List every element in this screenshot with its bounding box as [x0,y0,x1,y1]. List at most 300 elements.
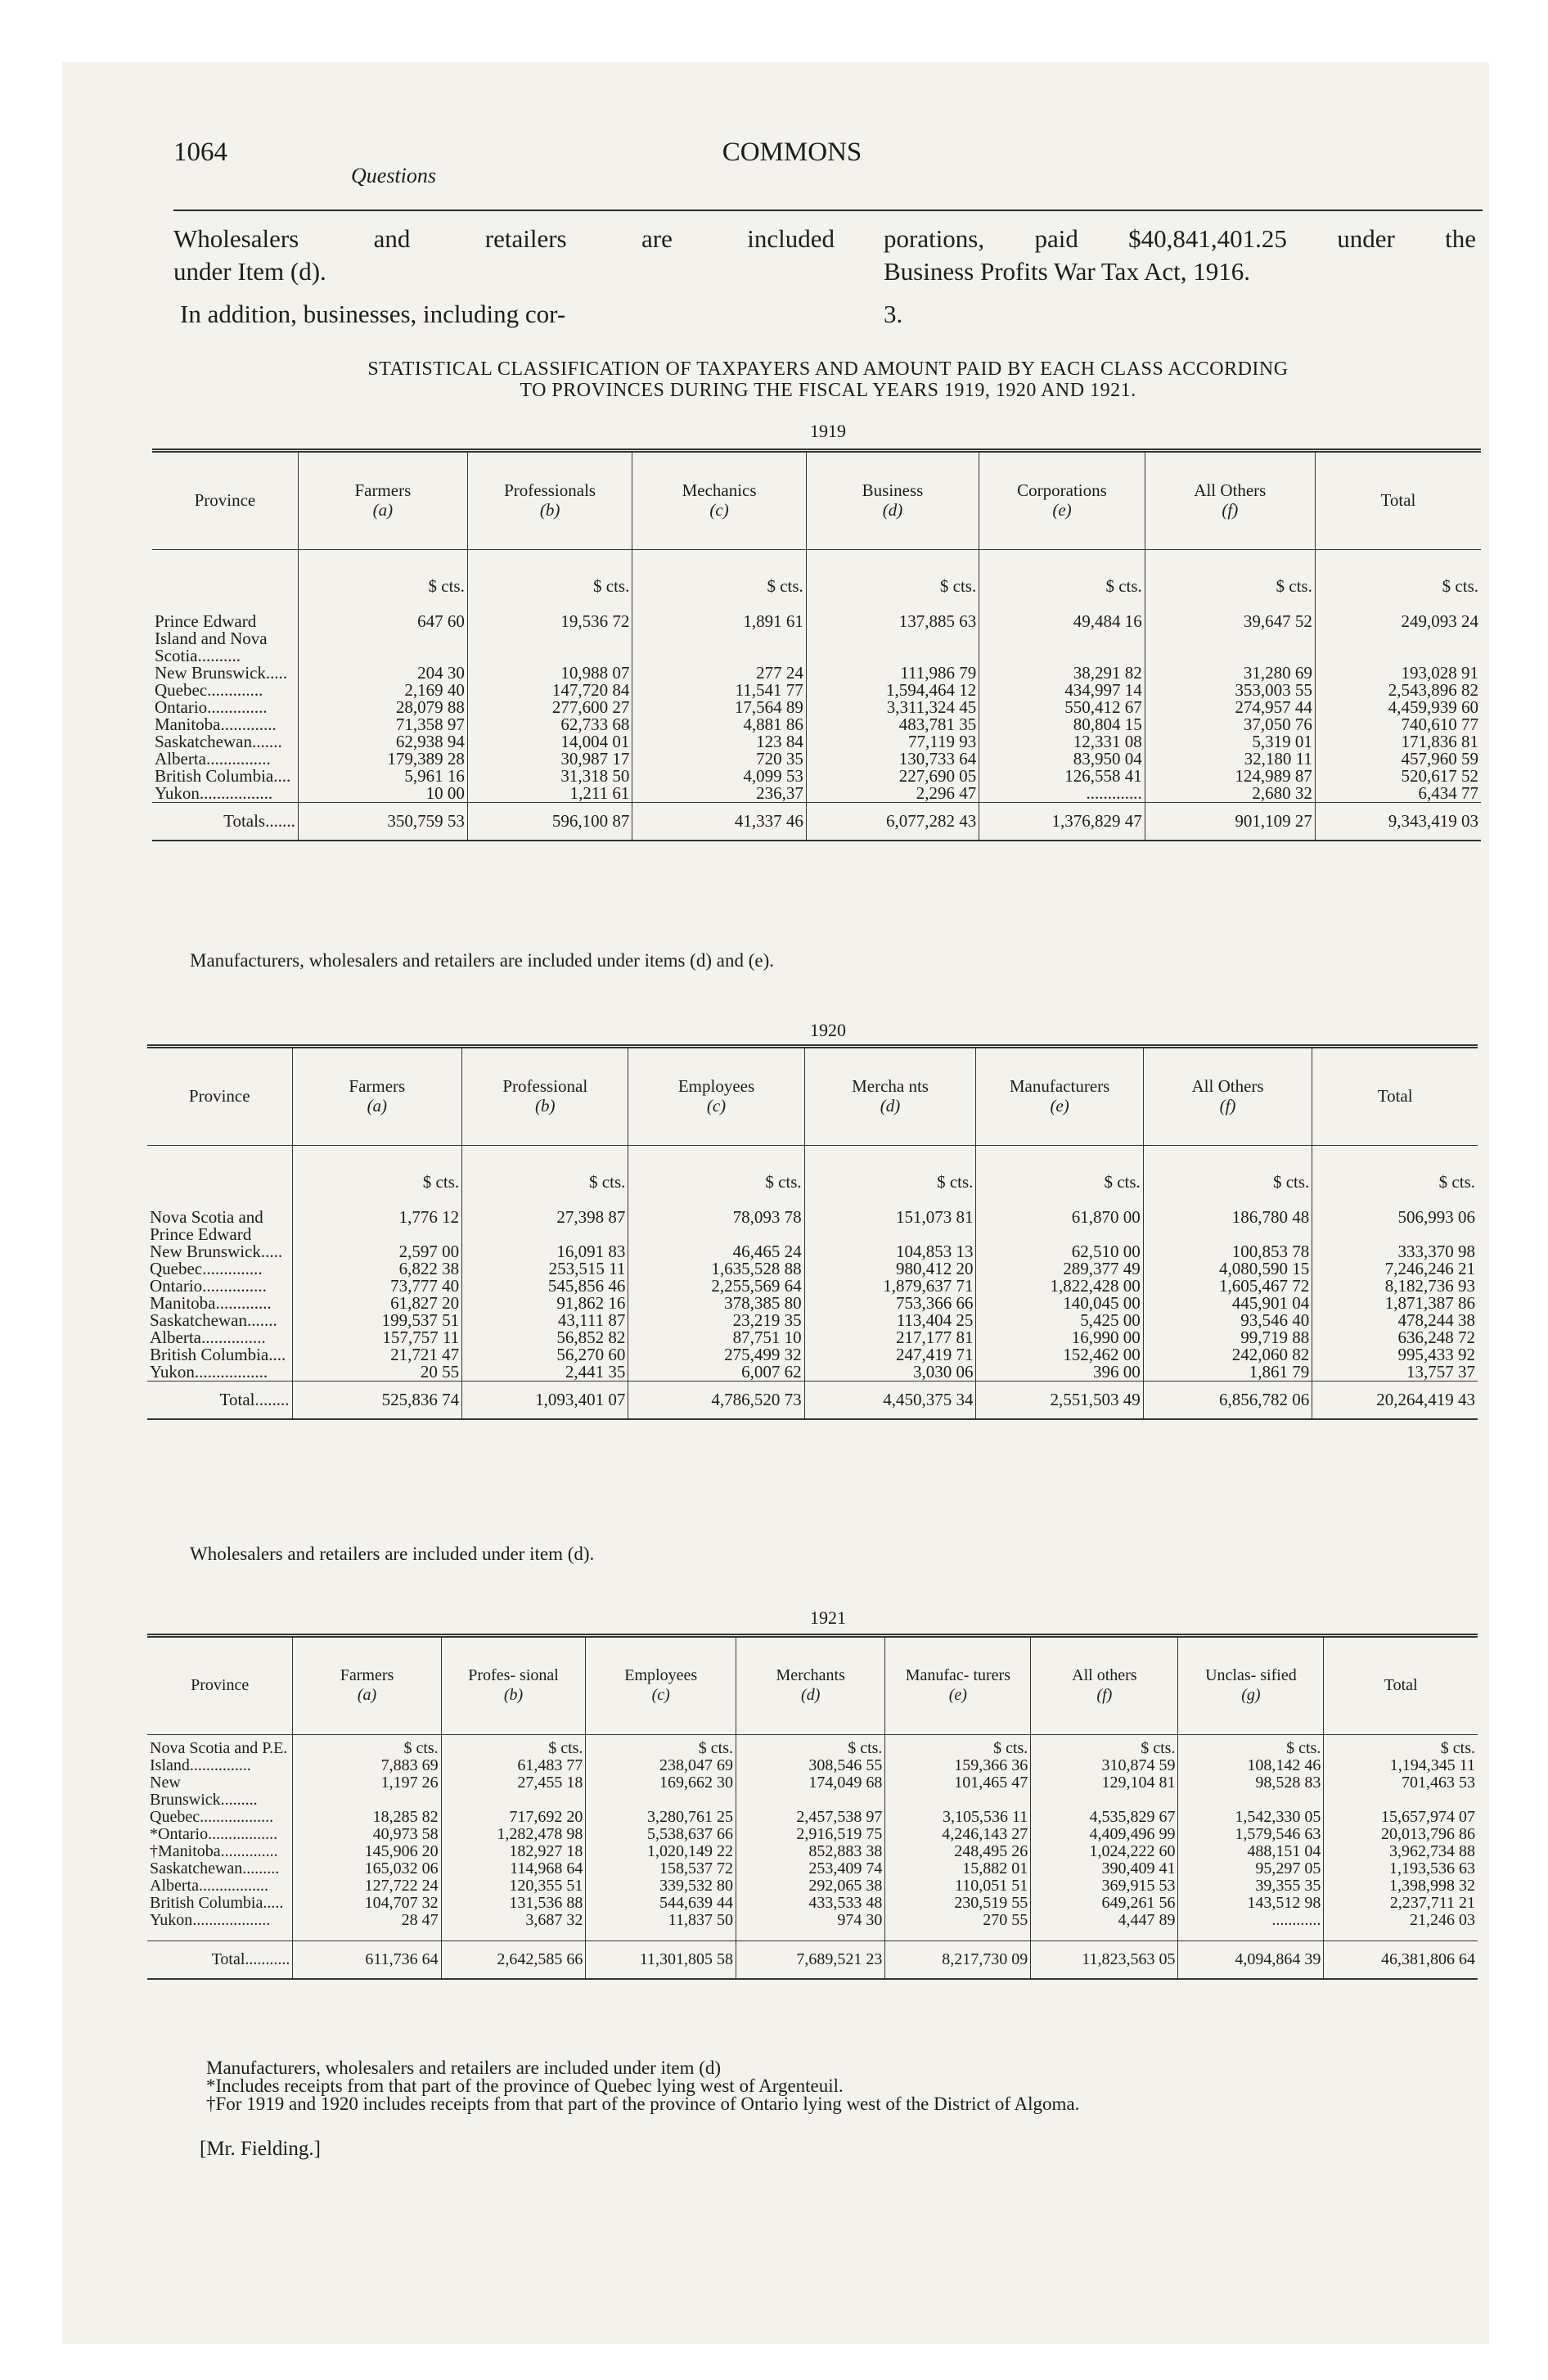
value-cell: 193,028 91 [1315,665,1481,682]
value-cell: 19,536 72 [467,613,632,665]
column-name: Merchants [776,1666,845,1684]
province-cell: Manitoba............. [155,714,277,734]
column-name: Employees [624,1666,698,1684]
value-cell: 147,720 84 [467,682,632,699]
column-name: Manufac- turers [905,1666,1010,1684]
value-cell: 16,990 00 [976,1329,1143,1346]
unit-cell: $ cts. [292,1146,462,1210]
page-number: 1064 [173,137,227,167]
province-cell: Yukon................. [155,783,273,803]
value-cell: 6,434 77 [1315,785,1481,803]
value-cell: 649,261 56 [1031,1895,1178,1912]
value-cell: 227,690 05 [806,768,979,785]
value-cell: 27,398 87 [462,1209,628,1243]
table-row [147,1209,1478,1243]
value-cell: 28,079 88 [298,699,467,716]
value-cell: 4,881 86 [632,716,806,733]
value-cell: 980,412 20 [804,1260,976,1278]
total-row [147,1941,1478,1980]
value-cell: 1,194,345 11 [1324,1757,1478,1774]
value-cell: 111,986 79 [806,665,979,682]
value-cell: 3,311,324 45 [806,699,979,716]
province-cell: New Brunswick..... [155,663,288,683]
value-cell: 1,861 79 [1143,1364,1312,1382]
value-cell: 27,455 18 [441,1774,586,1809]
value-cell: 247,419 71 [804,1346,976,1364]
total-cell: 2,642,585 66 [441,1941,586,1980]
note-1920: Wholesalers and retailers are included under item (d). [190,1544,595,1564]
value-cell: 100,853 78 [1143,1243,1312,1260]
value-cell: 236,37 [632,785,806,803]
province-cell: Yukon................. [150,1362,268,1382]
value-cell: 165,032 06 [293,1860,441,1877]
value-cell: 1,635,528 88 [628,1260,804,1278]
total-cell: 7,689,521 23 [736,1941,884,1980]
value-cell: 28 47 [293,1912,441,1941]
value-cell: 995,433 92 [1312,1346,1478,1364]
value-cell: 46,465 24 [628,1243,804,1260]
value-cell: 488,151 04 [1178,1843,1324,1860]
header-rule [173,210,1483,211]
value-cell: $ cts. [1324,1735,1478,1758]
province-cell: British Columbia.... [155,766,291,786]
value-cell: ............. [979,785,1145,803]
province-cell: †Manitoba.............. [150,1842,278,1860]
column-name: Province [188,1086,250,1106]
footnote: Manufacturers, wholesalers and retailers are included under item (d) [206,2058,722,2078]
value-cell: 1,542,330 05 [1178,1809,1324,1826]
value-cell: 159,366 36 [885,1757,1031,1774]
value-cell: 5,319 01 [1145,733,1315,751]
value-cell: 13,757 37 [1312,1364,1478,1382]
value-cell: 4,080,590 15 [1143,1260,1312,1278]
unit-cell [147,1146,292,1210]
value-cell: 333,370 98 [1312,1243,1478,1260]
column-letter: (b) [503,1686,524,1704]
total-cell: 20,264,419 43 [1312,1382,1478,1420]
intro-right [884,223,1476,331]
table-row [152,665,1481,682]
value-cell: 7,883 69 [293,1757,441,1774]
value-cell: 56,270 60 [462,1346,628,1364]
value-cell: 120,355 51 [441,1877,586,1895]
value-cell: 21,246 03 [1324,1912,1478,1941]
value-cell: 1,579,546 63 [1178,1826,1324,1843]
value-cell: 123 84 [632,733,806,751]
value-cell: 1,605,467 72 [1143,1278,1312,1295]
value-cell: 647 60 [298,613,467,665]
value-cell: 753,366 66 [804,1295,976,1312]
table-row [152,785,1481,803]
value-cell: 30,987 17 [467,751,632,768]
column-name: Total [1384,1676,1418,1694]
province-cell: Saskatchewan......... [150,1859,280,1877]
value-cell: 396 00 [976,1364,1143,1382]
column-letter: (e) [1052,500,1072,520]
value-cell: 152,462 00 [976,1346,1143,1364]
column-header [736,1636,884,1735]
value-cell: 174,049 68 [736,1774,884,1809]
table-1921 [147,1634,1478,1980]
value-cell: 2,457,538 97 [736,1809,884,1826]
title-line-2: TO PROVINCES DURING THE FISCAL YEARS 1919, 1920 AND 1921. [520,380,1136,401]
value-cell: 740,610 77 [1315,716,1481,733]
province-cell: Alberta................. [150,1877,268,1895]
intro-right-line: 3. [884,300,903,328]
table-row [147,1912,1478,1941]
total-row [152,803,1481,841]
value-cell: 2,296 47 [806,785,979,803]
column-name: Mercha nts [852,1076,929,1096]
total-cell: 4,786,520 73 [628,1382,804,1420]
unit-cell [152,550,298,614]
value-cell: 1,776 12 [292,1209,462,1243]
province-cell: Ontario............... [150,1276,267,1296]
value-cell: 478,244 38 [1312,1312,1478,1329]
value-cell: 253,409 74 [736,1860,884,1877]
value-cell: 87,751 10 [628,1329,804,1346]
table-row [147,1757,1478,1774]
page [62,62,1489,2344]
province-cell: Manitoba............. [150,1293,272,1313]
unit-row [152,550,1481,614]
column-name: Professionals [504,480,596,500]
column-header [441,1636,586,1735]
province-cell: Nova Scotia and P.E. [150,1739,288,1757]
column-header [462,1047,628,1146]
total-cell: 6,077,282 43 [806,803,979,841]
column-name: All others [1072,1666,1137,1684]
value-cell: 445,901 04 [1143,1295,1312,1312]
value-cell: ............ [1178,1912,1324,1941]
province-cell: New Brunswick..... [150,1242,283,1261]
intro-right-line: porations, paid $40,841,401.25 under the [884,224,1476,253]
column-name: Total [1377,1086,1413,1106]
column-header [632,451,806,550]
column-name: Unclas- sified [1205,1666,1297,1684]
table-row [147,1735,1478,1758]
value-cell: 62,733 68 [467,716,632,733]
section-title: Questions [351,164,436,187]
value-cell: 506,993 06 [1312,1209,1478,1243]
value-cell: 248,495 26 [885,1843,1031,1860]
value-cell: 61,870 00 [976,1209,1143,1243]
column-header [147,1636,293,1735]
value-cell: 73,777 40 [292,1278,462,1295]
value-cell: 99,719 88 [1143,1329,1312,1346]
table-row [147,1260,1478,1278]
column-header [1312,1047,1478,1146]
value-cell: 158,537 72 [586,1860,736,1877]
value-cell: 169,662 30 [586,1774,736,1809]
value-cell: 10,988 07 [467,665,632,682]
table-row [147,1809,1478,1826]
value-cell: 11,541 77 [632,682,806,699]
total-cell: 4,094,864 39 [1178,1941,1324,1980]
column-header [979,451,1145,550]
column-header [467,451,632,550]
value-cell: 7,246,246 21 [1312,1260,1478,1278]
value-cell: 1,594,464 12 [806,682,979,699]
column-letter: (e) [1050,1096,1069,1116]
table-row [147,1278,1478,1295]
total-cell: 350,759 53 [298,803,467,841]
table-row [152,768,1481,785]
value-cell: 49,484 16 [979,613,1145,665]
value-cell: 39,647 52 [1145,613,1315,665]
column-header [1031,1636,1178,1735]
value-cell: 3,105,536 11 [885,1809,1031,1826]
value-cell: $ cts. [441,1735,586,1758]
column-letter: (d) [882,500,903,520]
unit-cell: $ cts. [1145,550,1315,614]
value-cell: 253,515 11 [462,1260,628,1278]
province-cell: Alberta............... [150,1327,266,1347]
year-heading-1920: 1920 [810,1020,846,1040]
value-cell: 3,687 32 [441,1912,586,1941]
table-row [147,1843,1478,1860]
table-1920 [147,1044,1478,1420]
value-cell: 143,512 98 [1178,1895,1324,1912]
value-cell: 157,757 11 [292,1329,462,1346]
value-cell: 80,804 15 [979,716,1145,733]
value-cell: 3,962,734 88 [1324,1843,1478,1860]
value-cell: 21,721 47 [292,1346,462,1364]
column-name: Farmers [340,1666,394,1684]
value-cell: 20,013,796 86 [1324,1826,1478,1843]
unit-cell: $ cts. [467,550,632,614]
value-cell: 129,104 81 [1031,1774,1178,1809]
value-cell: 91,862 16 [462,1295,628,1312]
value-cell: 544,639 44 [586,1895,736,1912]
province-cell: British Columbia.... [150,1345,286,1364]
total-cell: 611,736 64 [293,1941,441,1980]
value-cell: 37,050 76 [1145,716,1315,733]
value-cell: 1,822,428 00 [976,1278,1143,1295]
table-row [147,1364,1478,1382]
value-cell: 339,532 80 [586,1877,736,1895]
total-cell: 4,450,375 34 [804,1382,976,1420]
value-cell: 2,237,711 21 [1324,1895,1478,1912]
column-letter: (c) [709,500,729,520]
table-row [147,1346,1478,1364]
value-cell: 179,389 28 [298,751,467,768]
value-cell: 275,499 32 [628,1346,804,1364]
value-cell: 1,020,149 22 [586,1843,736,1860]
column-letter: (a) [367,1096,388,1116]
value-cell: 126,558 41 [979,768,1145,785]
value-cell: 277,600 27 [467,699,632,716]
value-cell: 71,358 97 [298,716,467,733]
value-cell: 104,853 13 [804,1243,976,1260]
value-cell: 15,657,974 07 [1324,1809,1478,1826]
value-cell: 3,280,761 25 [586,1809,736,1826]
total-cell: 11,301,805 58 [586,1941,736,1980]
value-cell: 95,297 05 [1178,1860,1324,1877]
table-row [147,1243,1478,1260]
value-cell: $ cts. [885,1735,1031,1758]
value-cell: 701,463 53 [1324,1774,1478,1809]
value-cell: 11,837 50 [586,1912,736,1941]
column-letter: (f) [1222,500,1239,520]
value-cell: $ cts. [586,1735,736,1758]
column-letter: (b) [539,500,560,520]
column-header [292,1047,462,1146]
value-cell: 2,441 35 [462,1364,628,1382]
value-cell: 1,871,387 86 [1312,1295,1478,1312]
column-header [293,1636,441,1735]
value-cell: 61,483 77 [441,1757,586,1774]
total-label: Totals....... [152,803,298,841]
value-cell: 717,692 20 [441,1809,586,1826]
value-cell: 390,409 41 [1031,1860,1178,1877]
column-letter: (b) [535,1096,556,1116]
column-letter: (d) [880,1096,901,1116]
column-name: Farmers [354,480,412,500]
total-cell: 525,836 74 [292,1382,462,1420]
value-cell: 2,169 40 [298,682,467,699]
value-cell: 1,193,536 63 [1324,1860,1478,1877]
value-cell: 2,255,569 64 [628,1278,804,1295]
total-cell: 2,551,503 49 [976,1382,1143,1420]
column-header [147,1047,292,1146]
province-cell: Ontario.............. [155,697,268,717]
province-cell: Nova Scotia and Prince Edward [150,1207,263,1244]
column-name: Business [862,480,924,500]
table-row [147,1329,1478,1346]
value-cell: 101,465 47 [885,1774,1031,1809]
value-cell: 182,927 18 [441,1843,586,1860]
value-cell: 140,045 00 [976,1295,1143,1312]
value-cell: 137,885 63 [806,613,979,665]
title-line-1: STATISTICAL CLASSIFICATION OF TAXPAYERS AND AMOUNT PAID BY EACH CLASS ACCORDING [367,358,1289,380]
column-letter: (g) [1241,1686,1261,1704]
value-cell: 242,060 82 [1143,1346,1312,1364]
column-header [1145,451,1315,550]
value-cell: 292,065 38 [736,1877,884,1895]
total-cell: 901,109 27 [1145,803,1315,841]
total-row [147,1382,1478,1420]
value-cell: 199,537 51 [292,1312,462,1329]
column-header [885,1636,1031,1735]
value-cell: 62,938 94 [298,733,467,751]
column-name: Farmers [349,1076,406,1096]
intro-left-line: Wholesalers and retailers are included [173,224,835,253]
column-name: Mechanics [682,480,757,500]
value-cell: 83,950 04 [979,751,1145,768]
value-cell: 130,733 64 [806,751,979,768]
value-cell: 4,535,829 67 [1031,1809,1178,1826]
province-cell: Saskatchewan....... [155,732,282,751]
value-cell: 2,543,896 82 [1315,682,1481,699]
value-cell: 274,957 44 [1145,699,1315,716]
column-header [806,451,979,550]
table-row [147,1860,1478,1877]
value-cell: 4,409,496 99 [1031,1826,1178,1843]
total-cell: 6,856,782 06 [1143,1382,1312,1420]
unit-cell: $ cts. [1315,550,1481,614]
unit-row [147,1146,1478,1210]
total-label: Total........ [147,1382,292,1420]
table-row [147,1826,1478,1843]
value-cell: 5,538,637 66 [586,1826,736,1843]
total-cell: 41,337 46 [632,803,806,841]
column-name: Corporations [1017,480,1107,500]
value-cell: 4,459,939 60 [1315,699,1481,716]
value-cell: 40,973 58 [293,1826,441,1843]
column-header [628,1047,804,1146]
column-name: Professional [502,1076,588,1096]
province-cell: British Columbia..... [150,1894,284,1912]
value-cell: 151,073 81 [804,1209,976,1243]
value-cell: $ cts. [736,1735,884,1758]
value-cell: 974 30 [736,1912,884,1941]
total-cell: 9,343,419 03 [1315,803,1481,841]
total-cell: 46,381,806 64 [1324,1941,1478,1980]
value-cell: 17,564 89 [632,699,806,716]
value-cell: $ cts. [293,1735,441,1758]
value-cell: 1,211 61 [467,785,632,803]
intro-left-line: In addition, businesses, including cor- [180,300,566,328]
province-cell: New Brunswick......... [150,1774,258,1809]
value-cell: 310,874 59 [1031,1757,1178,1774]
statistical-title [173,358,1483,401]
province-cell: Quebec............. [155,680,263,700]
value-cell: 43,111 87 [462,1312,628,1329]
value-cell: 5,425 00 [976,1312,1143,1329]
column-letter: (c) [651,1686,670,1704]
column-name: Total [1380,490,1416,510]
value-cell: 545,856 46 [462,1278,628,1295]
table-row [147,1774,1478,1809]
value-cell: 124,989 87 [1145,768,1315,785]
column-header [1143,1047,1312,1146]
unit-cell: $ cts. [1143,1146,1312,1210]
value-cell: 16,091 83 [462,1243,628,1260]
value-cell: 38,291 82 [979,665,1145,682]
footnote: *Includes receipts from that part of the province of Quebec lying west of Argenteuil. [206,2076,844,2096]
value-cell: 31,280 69 [1145,665,1315,682]
value-cell: 93,546 40 [1143,1312,1312,1329]
value-cell: 1,197 26 [293,1774,441,1809]
house-title: COMMONS [722,137,862,167]
column-letter: (c) [706,1096,727,1116]
value-cell: $ cts. [1031,1735,1178,1758]
value-cell: 4,099 53 [632,768,806,785]
column-name: Profes- sional [468,1666,559,1684]
value-cell: 114,968 64 [441,1860,586,1877]
column-letter: (a) [372,500,394,520]
unit-cell: $ cts. [462,1146,628,1210]
value-cell: 270 55 [885,1912,1031,1941]
value-cell: 10 00 [298,785,467,803]
column-header [1178,1636,1324,1735]
province-cell: *Ontario................. [150,1825,278,1843]
province-cell: Prince Edward Island and Nova Scotia.......... [155,611,268,665]
value-cell: 720 35 [632,751,806,768]
value-cell: 127,722 24 [293,1877,441,1895]
value-cell: 32,180 11 [1145,751,1315,768]
unit-cell: $ cts. [976,1146,1143,1210]
total-label: Total........... [147,1941,293,1980]
value-cell: 636,248 72 [1312,1329,1478,1346]
value-cell: 113,404 25 [804,1312,976,1329]
speaker-attribution: [Mr. Fielding.] [200,2138,321,2160]
value-cell: 249,093 24 [1315,613,1481,665]
note-1919: Manufacturers, wholesalers and retailers are included under items (d) and (e). [190,950,774,971]
value-cell: 433,533 48 [736,1895,884,1912]
value-cell: 369,915 53 [1031,1877,1178,1895]
